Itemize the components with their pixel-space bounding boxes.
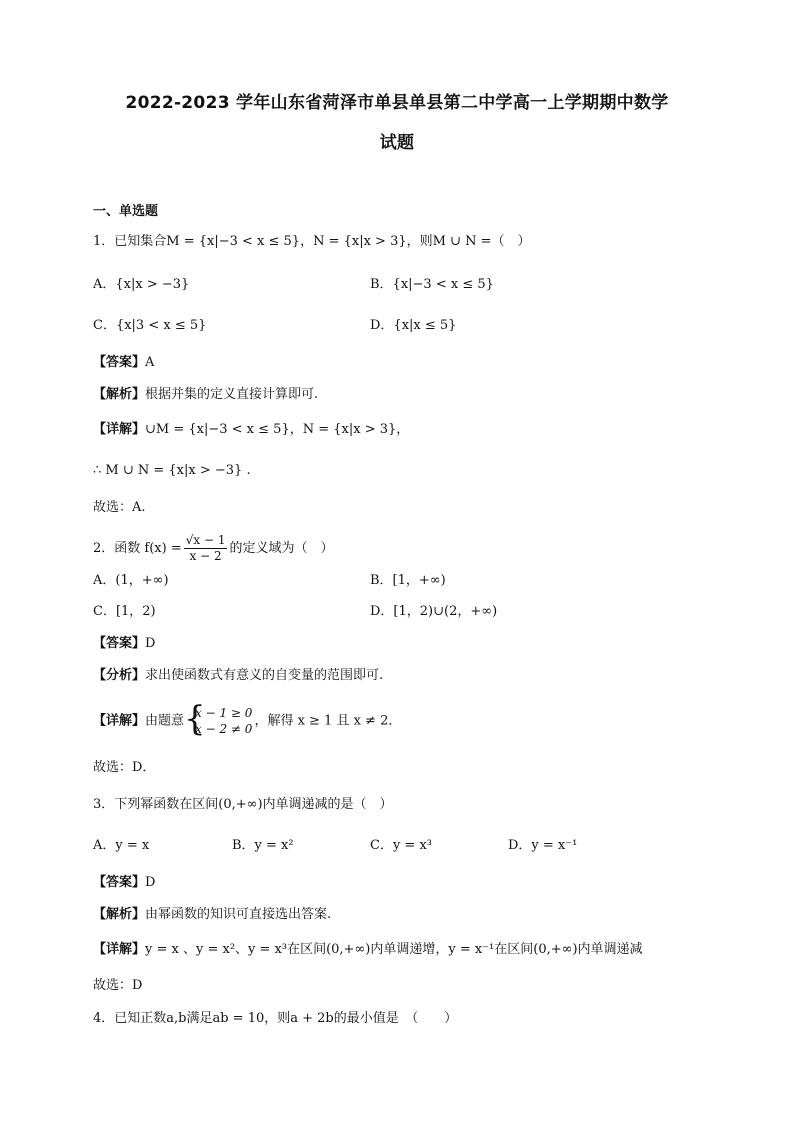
q3-detail [93, 941, 643, 959]
analysis-text: 求出使函数式有意义的自变量的范围即可. [145, 668, 384, 683]
answer-tag: 【答案】 [93, 355, 146, 370]
document-title-line-1: 2022-2023 学年山东省菏泽市单县单县第二中学高一上学期期中数学 [125, 93, 669, 113]
q2-stem-prefix: 2．函数 f(x) = [93, 541, 182, 556]
q2-detail [93, 705, 401, 737]
answer-value: D [145, 875, 156, 890]
document-title-line-2: 试题 [379, 133, 415, 153]
q2-option-c: C．[1，2) [93, 604, 156, 619]
fraction-numerator: √x − 1 [185, 533, 226, 547]
q2-stem [93, 533, 333, 564]
section-heading: 一、单选题 [93, 204, 159, 219]
q1-analysis [93, 386, 318, 404]
detail-tag: 【详解】 [93, 422, 146, 437]
detail-text: ∪M = {x|−3 < x ≤ 5}，N = {x|x > 3}， [145, 422, 410, 437]
q3-option-b: B．y = x² [232, 838, 294, 853]
q2-option-d: D．[1，2)∪(2，+∞) [370, 604, 498, 619]
q2-option-a: A．(1，+∞) [93, 573, 169, 588]
q4-stem: 4．已知正数a,b满足ab = 10，则a + 2b的最小值是 （ ） [93, 1011, 458, 1026]
q1-option-d: D．{x|x ≤ 5} [370, 318, 457, 333]
q3-option-a: A．y = x [93, 838, 150, 853]
fraction-denominator: x − 2 [189, 549, 222, 563]
q1-detail [93, 421, 409, 439]
system-row-1: { x − 1 ≥ 0 [195, 706, 253, 720]
q1-detail-conclusion: ∴ M ∪ N = {x|x > −3} . [93, 463, 251, 478]
analysis-text: 由幂函数的知识可直接选出答案. [145, 907, 332, 922]
detail-text: y = x 、y = x²、y = x³在区间(0,+∞)内单调递增，y = x⁻¹在区间(0,+∞)内单调递减 [145, 942, 643, 957]
analysis-tag: 【解析】 [93, 387, 146, 402]
answer-tag: 【答案】 [93, 875, 146, 890]
q3-answer [93, 874, 155, 892]
detail-tag: 【详解】 [93, 942, 146, 957]
answer-value: A [145, 355, 155, 370]
q1-option-a: A．{x|x > −3} [93, 277, 190, 292]
q1-answer [93, 354, 154, 372]
answer-value: D [145, 636, 156, 651]
q2-option-b: B．[1，+∞) [370, 573, 446, 588]
q1-stem: 1．已知集合M = {x|−3 < x ≤ 5}，N = {x|x > 3}，则M ∪ N =（ ） [93, 234, 531, 249]
q2-stem-suffix: 的定义域为（ ） [229, 541, 334, 556]
q1-option-b: B．{x|−3 < x ≤ 5} [370, 277, 494, 292]
detail-suffix: ，解得 x ≥ 1 且 x ≠ 2． [254, 713, 402, 729]
q3-option-d: D．y = x⁻¹ [508, 838, 578, 853]
system-row-2: x − 2 ≠ 0 [195, 722, 253, 736]
q3-stem: 3．下列幂函数在区间(0,+∞)内单调递减的是（ ） [93, 797, 393, 812]
q3-choose: 故选：D [93, 978, 143, 993]
q3-option-c: C．y = x³ [370, 838, 432, 853]
q1-choose: 故选：A. [93, 500, 146, 515]
analysis-tag: 【分析】 [93, 668, 146, 683]
q1-option-c: C．{x|3 < x ≤ 5} [93, 318, 207, 333]
q2-fraction [184, 533, 228, 564]
q2-analysis [93, 667, 383, 685]
q2-answer [93, 635, 155, 653]
analysis-tag: 【解析】 [93, 907, 146, 922]
detail-tag: 【详解】 [93, 713, 146, 729]
q3-analysis [93, 906, 331, 924]
answer-tag: 【答案】 [93, 636, 146, 651]
inequality-system [186, 705, 252, 737]
detail-prefix: 由题意 [145, 713, 185, 729]
analysis-text: 根据并集的定义直接计算即可. [145, 387, 319, 402]
q2-choose: 故选：D． [93, 760, 156, 775]
